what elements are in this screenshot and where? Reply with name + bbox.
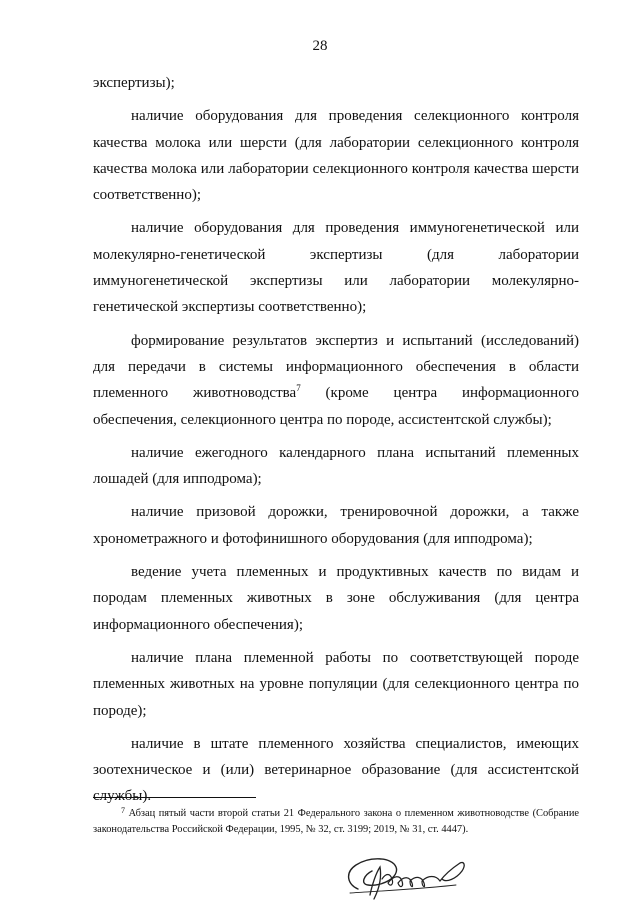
paragraph-expertise-results-tail: (кроме центра информационного обеспечения, селекционного центра по породе, ассистентской службы); (93, 385, 579, 428)
body-text (93, 70, 579, 817)
paragraph-staff-specialists: наличие в штате племенного хозяйства специалистов, имеющих зоотехническое и (или) ветеринарное образование (для ассистентской службы). (93, 735, 579, 805)
paragraph-selection-control-equipment: наличие оборудования для проведения селекционного контроля качества молока или шерсти (для лаборатории селекционного контроля качества молока или лаборатории селекционного контроля качества шерсти соответственно); (93, 108, 579, 204)
signature-image (330, 845, 480, 905)
paragraph-genetic-expertise-equipment: наличие оборудования для проведения иммуногенетической или молекулярно-генетической экспертизы (для лаборатории иммуногенетической экспертизы или лаборатории молекулярно-генетической экспертизы соответственно); (93, 220, 579, 316)
paragraph-test-calendar: наличие ежегодного календарного плана испытаний племенных лошадей (для ипподрома); (93, 444, 579, 488)
paragraph-continuation: экспертизы); (93, 75, 175, 91)
footnote-reference: 7 (296, 383, 301, 394)
footnote-divider (93, 797, 256, 798)
page-number: 28 (312, 38, 328, 54)
footnote (93, 803, 579, 838)
paragraph-breeding-plan: наличие плана племенной работы по соответствующей породе племенных животных на уровне популяции (для селекционного центра по породе); (93, 649, 579, 719)
footnote-mark: 7 (121, 806, 125, 815)
paragraph-expertise-results-text: формирование результатов экспертиз и испытаний (исследований) для передачи в системы информационного обеспечения в области племенного животноводства (93, 332, 579, 402)
paragraph-accounting: ведение учета племенных и продуктивных качеств по видам и породам племенных животных в зоне обслуживания (для центра информационного обеспечения); (93, 564, 579, 633)
footnote-text: Абзац пятый части второй статьи 21 Федерального закона о племенном животноводстве (Собрание законодательства Российской Федерации, 1995, № 32, ст. 3199; 2019, № 31, ст. 4447). (93, 808, 579, 835)
paragraph-expertise-results (93, 328, 579, 433)
paragraph-racetrack: наличие призовой дорожки, тренировочной дорожки, а также хронометражного и фотофинишного оборудования (для ипподрома); (93, 504, 579, 547)
